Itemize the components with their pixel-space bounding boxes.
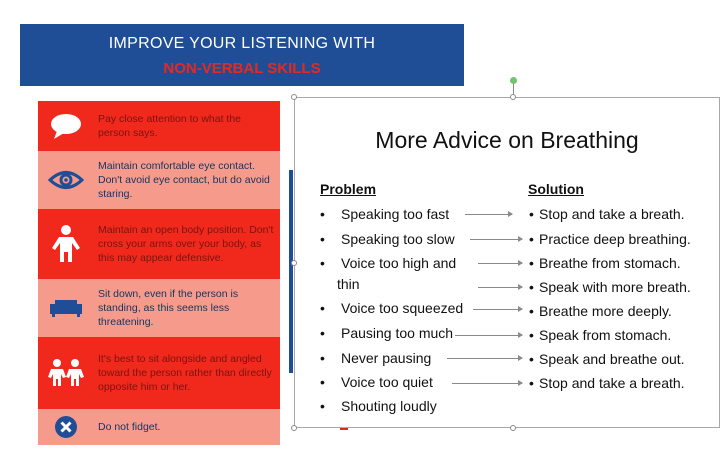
solution-item: Speak from stomach. — [539, 327, 672, 343]
solution-item: Practice deep breathing. — [539, 231, 691, 247]
problem-item: Speaking too fast — [341, 206, 450, 222]
connector-arrow — [470, 239, 522, 240]
connector-arrow — [478, 287, 522, 288]
resize-handle-top[interactable] — [510, 94, 516, 100]
tip-text: Pay close attention to what the person says. — [98, 113, 242, 139]
eye-icon — [38, 151, 94, 209]
couch-icon — [38, 279, 94, 337]
problem-item: Speaking too slow — [341, 231, 455, 247]
problem-item: Never pausing — [341, 350, 432, 366]
connector-arrow — [452, 383, 522, 384]
tip-text: Maintain comfortable eye contact. Don't avoid eye contact, but do avoid staring. — [98, 160, 270, 200]
tip-row-fidget — [38, 409, 280, 445]
solution-item: Breathe from stomach. — [539, 255, 681, 271]
title-banner — [20, 24, 464, 86]
bullet: • — [320, 255, 325, 271]
speech-bubble-icon — [38, 101, 94, 151]
solution-column-header: Solution — [528, 181, 584, 197]
banner-title-line1: IMPROVE YOUR LISTENING WITH — [108, 35, 376, 52]
solution-item: Speak with more breath. — [539, 279, 691, 295]
tip-row-sit-down — [38, 279, 280, 337]
person-icon — [38, 209, 94, 279]
banner-title-line2: NON-VERBAL SKILLS — [163, 60, 321, 77]
connector-arrow — [465, 214, 512, 215]
bullet: • — [529, 206, 534, 222]
bullet: • — [320, 300, 325, 316]
tip-row-attention — [38, 101, 280, 151]
bullet: • — [320, 231, 325, 247]
problem-item: Pausing too much — [341, 325, 454, 341]
tip-row-sit-alongside — [38, 337, 280, 409]
resize-handle-left[interactable] — [291, 260, 297, 266]
bullet: • — [320, 325, 325, 341]
resize-handle-top-left[interactable] — [291, 94, 297, 100]
tip-text: Sit down, even if the person is standing, as this seems less threatening. — [98, 288, 239, 328]
tip-text: Do not fidget. — [98, 421, 161, 433]
solution-item: Speak and breathe out. — [539, 351, 685, 367]
bullet: • — [529, 303, 534, 319]
connector-arrow — [447, 358, 522, 359]
resize-handle-bottom-left[interactable] — [291, 425, 297, 431]
problem-item: Voice too high and — [341, 255, 457, 271]
connector-arrow — [478, 263, 522, 264]
bullet: • — [529, 231, 534, 247]
bullet: • — [529, 351, 534, 367]
red-accent-mark — [340, 428, 348, 430]
solution-item: Stop and take a breath. — [539, 206, 685, 222]
tip-row-eye-contact — [38, 151, 280, 209]
tip-text: It's best to sit alongside and angled toward the person rather than directly opposite him or her. — [98, 353, 272, 393]
slide-title: More Advice on Breathing — [375, 127, 639, 153]
solution-item: Breathe more deeply. — [539, 303, 672, 319]
connector-arrow — [473, 309, 522, 310]
resize-handle-bottom[interactable] — [510, 425, 516, 431]
tip-row-open-body — [38, 209, 280, 279]
two-people-icon — [38, 337, 94, 409]
bullet: • — [320, 374, 325, 390]
problem-item-continued: thin — [337, 276, 360, 292]
connector-arrow — [455, 335, 522, 336]
slide-accent-bar — [289, 170, 293, 373]
bullet: • — [529, 327, 534, 343]
rotation-handle[interactable] — [510, 77, 517, 84]
tip-text: Maintain an open body position. Don't cross your arms over your body, as this may appear defensive. — [98, 224, 274, 264]
bullet: • — [529, 375, 534, 391]
bullet: • — [320, 398, 325, 414]
problem-item: Shouting loudly — [341, 398, 437, 414]
tips-panel — [38, 101, 280, 445]
problem-column-header: Problem — [320, 181, 377, 197]
problem-item: Voice too squeezed — [341, 300, 464, 316]
solution-item: Stop and take a breath. — [539, 375, 685, 391]
close-circle-icon — [38, 409, 94, 445]
bullet: • — [529, 255, 534, 271]
bullet: • — [320, 206, 325, 222]
bullet: • — [529, 279, 534, 295]
problem-item: Voice too quiet — [341, 374, 433, 390]
bullet: • — [320, 350, 325, 366]
